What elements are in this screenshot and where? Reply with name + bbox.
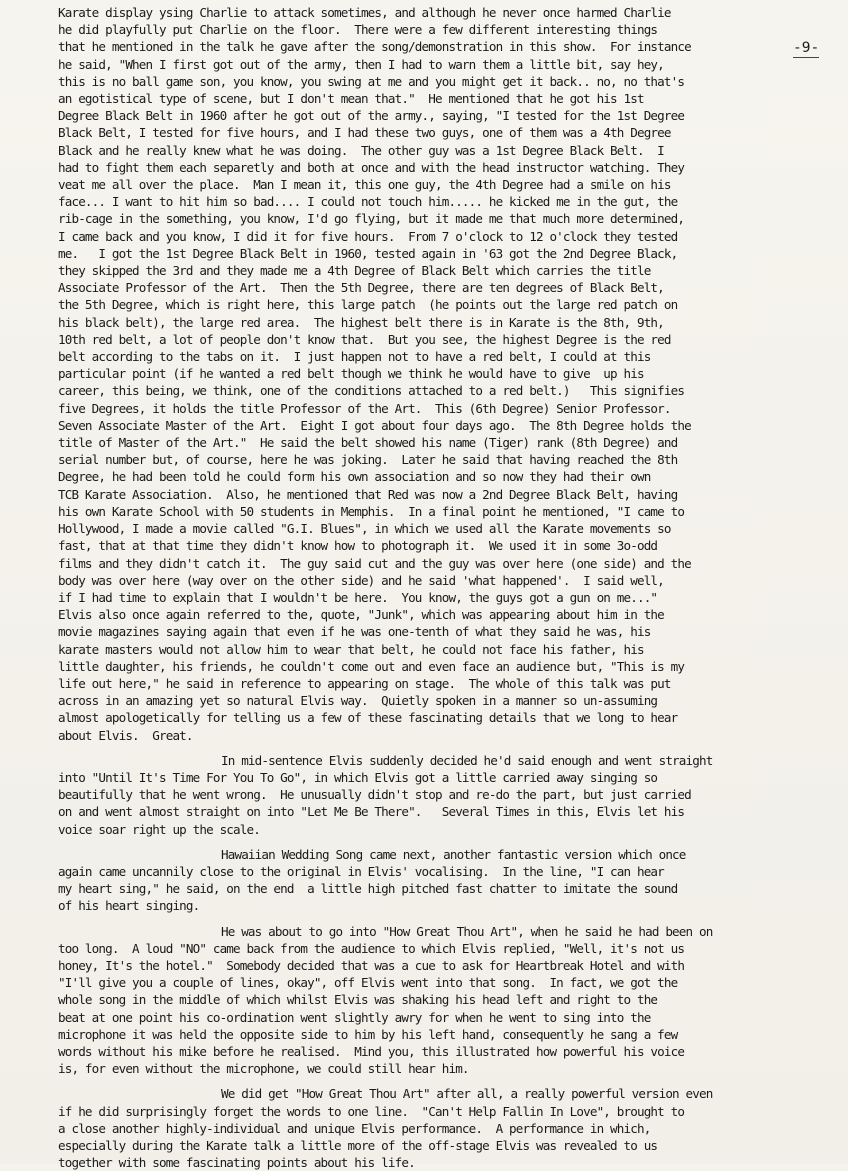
text-line: voice soar right up the scale. [58, 821, 260, 837]
text-line: across in an amazing yet so natural Elvis way. Quietly spoken in a manner so un-assuming [58, 693, 658, 709]
text-line: movie magazines saying again that even if he was one-tenth of what they said he was, his [58, 624, 651, 640]
page-number: -9- [793, 40, 820, 56]
text-line: that he mentioned in the talk he gave after the song/demonstration in this show. For instance [58, 39, 691, 55]
paragraph-gap [58, 1077, 848, 1085]
text-line: me. I got the 1st Degree Black Belt in 1960, tested again in '63 got the 2nd Degree Black, [58, 245, 678, 261]
text-line: whole song in the middle of which whilst Elvis was shaking his head left and right to the [58, 992, 658, 1008]
text-line: is, for even without the microphone, we could still hear him. [58, 1061, 469, 1077]
text-line: body was over here (way over on the other side) and he said 'what happened'. I said well, [58, 572, 664, 588]
text-line: fast, that at that time they didn't know how to photograph it. We used it in some 3o-odd [58, 538, 658, 554]
paragraph [58, 752, 848, 838]
text-line: they skipped the 3rd and they made me a 4th Degree of Black Belt which carries the title [58, 263, 651, 279]
text-line: again came uncannily close to the original in Elvis' vocalising. In the line, "I can hear [58, 863, 664, 879]
text-line: his own Karate School with 50 students in Memphis. In a final point he mentioned, "I came to [58, 503, 685, 519]
text-line: films and they didn't catch it. The guy said cut and the guy was over here (one side) and the [58, 555, 691, 571]
text-line: an egotistical type of scene, but I don't mean that." He mentioned that he got his 1st [58, 91, 644, 107]
text-line: of his heart singing. [58, 898, 200, 914]
text-line: beat at one point his co-ordination went slightly awry for when he went to sing into the [58, 1009, 651, 1025]
text-line: his black belt), the large red area. The highest belt there is in Karate is the 8th, 9th, [58, 314, 664, 330]
text-line: together with some fascinating points about his life. [58, 1155, 415, 1171]
text-line: face... I want to hit him so bad.... I could not touch him..... he kicked me in the gut, the [58, 194, 678, 210]
article-body [58, 4, 848, 1171]
text-line: Hawaiian Wedding Song came next, another fantastic version which once [221, 846, 686, 862]
text-line: career, this being, we think, one of the conditions attached to a red belt.) This signifies [58, 383, 685, 399]
paragraph-gap [58, 838, 848, 846]
text-line: about Elvis. Great. [58, 727, 193, 743]
text-line: serial number but, of course, here he was joking. Later he said that having reached the 8th [58, 452, 678, 468]
text-line: on and went almost straight on into "Let Me Be There". Several Times in this, Elvis let his [58, 804, 685, 820]
text-line: TCB Karate Association. Also, he mentioned that Red was now a 2nd Degree Black Belt, having [58, 486, 678, 502]
text-line: honey, It's the hotel." Somebody decided that was a cue to ask for Heartbreak Hotel and with [58, 957, 685, 973]
text-line: He was about to go into "How Great Thou Art", when he said he had been on [221, 923, 713, 939]
text-line: karate masters would not allow him to wear that belt, he could not face his father, his [58, 641, 644, 657]
text-line: the 5th Degree, which is right here, this large patch (he points out the large red patch on [58, 297, 678, 313]
text-line: if I had time to explain that I wouldn't be here. You know, the guys got a gun on me..." [58, 589, 658, 605]
paragraph [58, 923, 848, 1078]
text-line: almost apologetically for telling us a few of these fascinating details that we long to hear [58, 710, 678, 726]
text-line: five Degrees, it holds the title Professor of the Art. This (6th Degree) Senior Professor. [58, 400, 671, 416]
text-line: a close another highly-individual and unique Elvis performance. A performance in which, [58, 1120, 651, 1136]
text-line: In mid-sentence Elvis suddenly decided he'd said enough and went straight [221, 752, 713, 768]
text-line: he said, "When I first got out of the army, then I had to warn them a little bit, say hey, [58, 56, 664, 72]
text-line: Hollywood, I made a movie called "G.I. Blues", in which we used all the Karate movements so [58, 521, 671, 537]
text-line: "I'll give you a couple of lines, okay", off Elvis went into that song. In fact, we got the [58, 975, 678, 991]
text-line: veat me all over the place. Man I mean it, this one guy, the 4th Degree had a smile on his [58, 177, 671, 193]
text-line: Degree Black Belt in 1960 after he got out of the army., saying, "I tested for the 1st Degree [58, 108, 685, 124]
text-line: had to fight them each separetly and both at once and with the head instructor watching. They [58, 159, 685, 175]
text-line: he did playfully put Charlie on the floor. There were a few different interesting things [58, 22, 658, 38]
text-line: particular point (if he wanted a red belt though we think he would have to give up his [58, 366, 644, 382]
text-line: We did get "How Great Thou Art" after all, a really powerful version even [221, 1086, 713, 1102]
text-line: 10th red belt, a lot of people don't know that. But you see, the highest Degree is the red [58, 331, 671, 347]
paragraph-gap [58, 915, 848, 923]
text-line: this is no ball game son, you know, you swing at me and you might get it back.. no, no that's [58, 73, 685, 89]
paragraph [58, 1085, 848, 1171]
text-line: Elvis also once again referred to the, quote, "Junk", which was appearing about him in the [58, 607, 664, 623]
text-line: Black Belt, I tested for five hours, and I had these two guys, one of them was a 4th Degree [58, 125, 671, 141]
text-line: too long. A loud "NO" came back from the audience to which Elvis replied, "Well, it's not us [58, 940, 685, 956]
text-line: beautifully that he went wrong. He unusually didn't stop and re-do the part, but just carried [58, 787, 691, 803]
text-line: if he did surprisingly forget the words to one line. "Can't Help Fallin In Love", brought to [58, 1103, 685, 1119]
text-line: words without his mike before he realised. Mind you, this illustrated how powerful his voice [58, 1043, 685, 1059]
paragraph [58, 846, 848, 915]
text-line: little daughter, his friends, he couldn't come out and even face an audience but, "This is my [58, 658, 685, 674]
text-line: Seven Associate Master of the Art. Eight I got about four days ago. The 8th Degree holds the [58, 417, 691, 433]
text-line: I came back and you know, I did it for five hours. From 7 o'clock to 12 o'clock they tested [58, 228, 678, 244]
text-line: belt according to the tabs on it. I just happen not to have a red belt, I could at this [58, 349, 651, 365]
text-line: life out here," he said in reference to appearing on stage. The whole of this talk was put [58, 675, 671, 691]
text-line: Degree, he had been told he could form his own association and so now they had their own [58, 469, 651, 485]
text-line: title of Master of the Art." He said the belt showed his name (Tiger) rank (8th Degree) and [58, 435, 678, 451]
paragraph-gap [58, 744, 848, 752]
text-line: especially during the Karate talk a little more of the off-stage Elvis was revealed to us [58, 1138, 658, 1153]
paragraph [58, 4, 848, 744]
text-line: my heart sing," he said, on the end a little high pitched fast chatter to imitate the sound [58, 881, 678, 897]
text-line: Associate Professor of the Art. Then the 5th Degree, there are ten degrees of Black Belt, [58, 280, 664, 296]
text-line: microphone it was held the opposite side to him by his left hand, consequently he sang a few [58, 1026, 678, 1042]
text-line: Karate display ysing Charlie to attack sometimes, and although he never once harmed Charlie [58, 5, 671, 20]
text-line: Black and he really knew what he was doing. The other guy was a 1st Degree Black Belt. I [58, 142, 664, 158]
text-line: rib-cage in the something, you know, I'd go flying, but it made me that much more determined, [58, 211, 685, 227]
text-line: into "Until It's Time For You To Go", in which Elvis got a little carried away singing so [58, 769, 658, 785]
